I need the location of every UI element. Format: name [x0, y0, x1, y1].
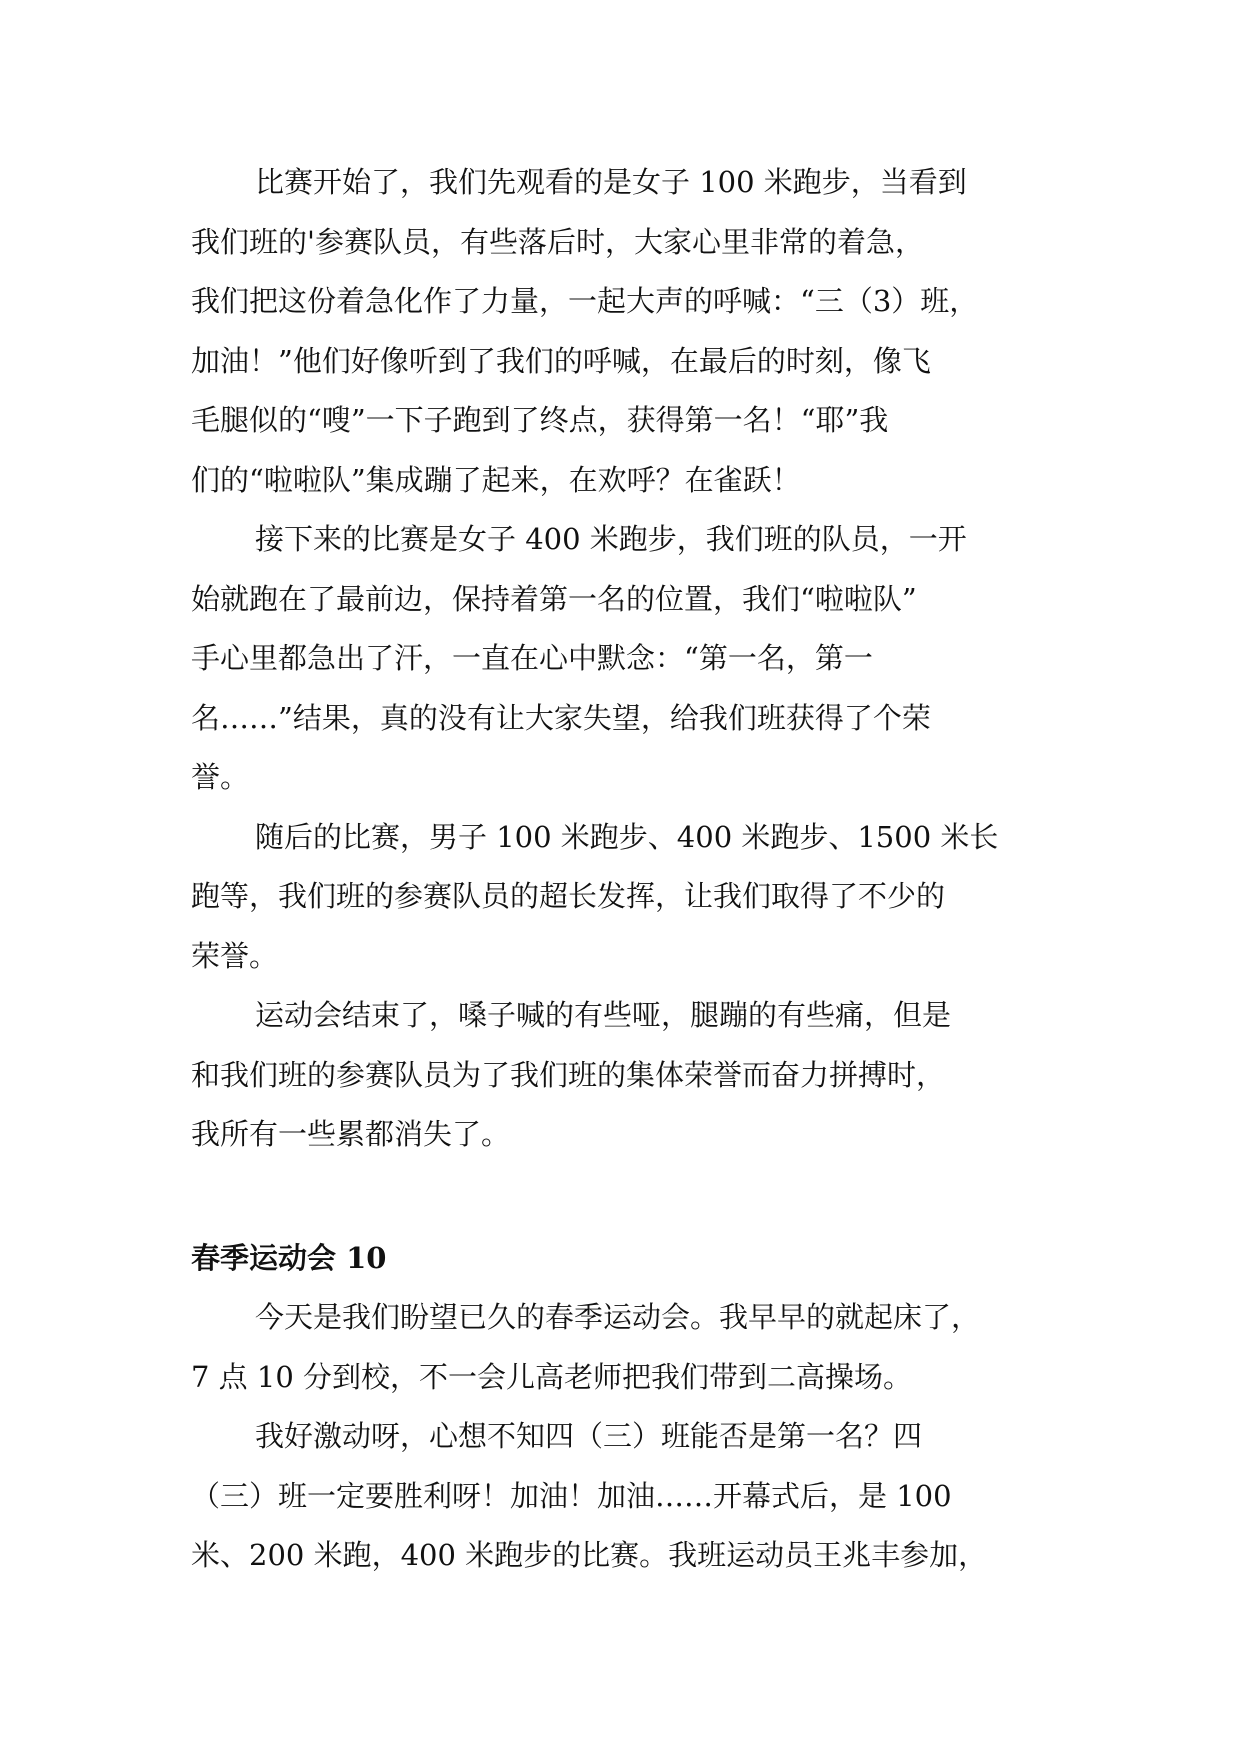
text-line: 今天是我们盼望已久的春季运动会。我早早的就起床了，	[255, 1300, 981, 1334]
text-line: 我们把这份着急化作了力量，一起大声的呼喊：“三（3）班，	[191, 284, 979, 318]
section-title: 春季运动会 10	[191, 1240, 387, 1275]
text-line: 加油！”他们好像听到了我们的呼喊，在最后的时刻，像飞	[191, 343, 931, 378]
section-spacer	[191, 1165, 1071, 1229]
paragraph-1	[191, 153, 1071, 510]
text-line: 誉。	[191, 760, 250, 794]
text-line: 我们班的'参赛队员，有些落后时，大家心里非常的着急，	[191, 224, 924, 259]
paragraph-5	[191, 1288, 1071, 1407]
text-line: 运动会结束了，嗓子喊的有些哑，腿蹦的有些痛，但是	[255, 998, 952, 1032]
text-line: 手心里都急出了汗，一直在心中默念：“第一名，第一	[191, 641, 873, 675]
text-line: 和我们班的参赛队员为了我们班的集体荣誉而奋力拼搏时，	[191, 1057, 946, 1092]
text-line: 7 点 10 分到校，不一会儿高老师把我们带到二高操场。	[191, 1359, 913, 1394]
paragraph-4	[191, 986, 1071, 1165]
text-line: 随后的比赛，男子 100 米跑步、400 米跑步、1500 米长	[255, 819, 999, 854]
text-line: 名……”结果，真的没有让大家失望，给我们班获得了个荣	[191, 700, 931, 735]
text-line: （三）班一定要胜利呀！加油！加油……开幕式后，是 100	[191, 1478, 952, 1513]
text-line: 我所有一些累都消失了。	[191, 1117, 511, 1151]
paragraph-6	[191, 1407, 1071, 1586]
text-line: 荣誉。	[191, 938, 279, 973]
text-line: 毛腿似的“嗖”一下子跑到了终点，获得第一名！“耶”我	[191, 403, 889, 437]
text-line: 跑等，我们班的参赛队员的超长发挥，让我们取得了不少的	[191, 879, 946, 913]
text-line: 米、200 米跑，400 米跑步的比赛。我班运动员王兆丰参加，	[191, 1538, 988, 1572]
text-line: 比赛开始了，我们先观看的是女子 100 米跑步，当看到	[255, 165, 967, 199]
text-line: 始就跑在了最前边，保持着第一名的位置，我们“啦啦队”	[191, 581, 917, 616]
paragraph-2	[191, 510, 1071, 808]
text-line: 我好激动呀，心想不知四（三）班能否是第一名？四	[255, 1419, 923, 1453]
paragraph-3	[191, 808, 1071, 987]
document-body	[191, 153, 1071, 1586]
text-line: 接下来的比赛是女子 400 米跑步，我们班的队员，一开	[255, 522, 967, 556]
text-line: 们的“啦啦队”集成蹦了起来，在欢呼？在雀跃！	[191, 462, 801, 497]
